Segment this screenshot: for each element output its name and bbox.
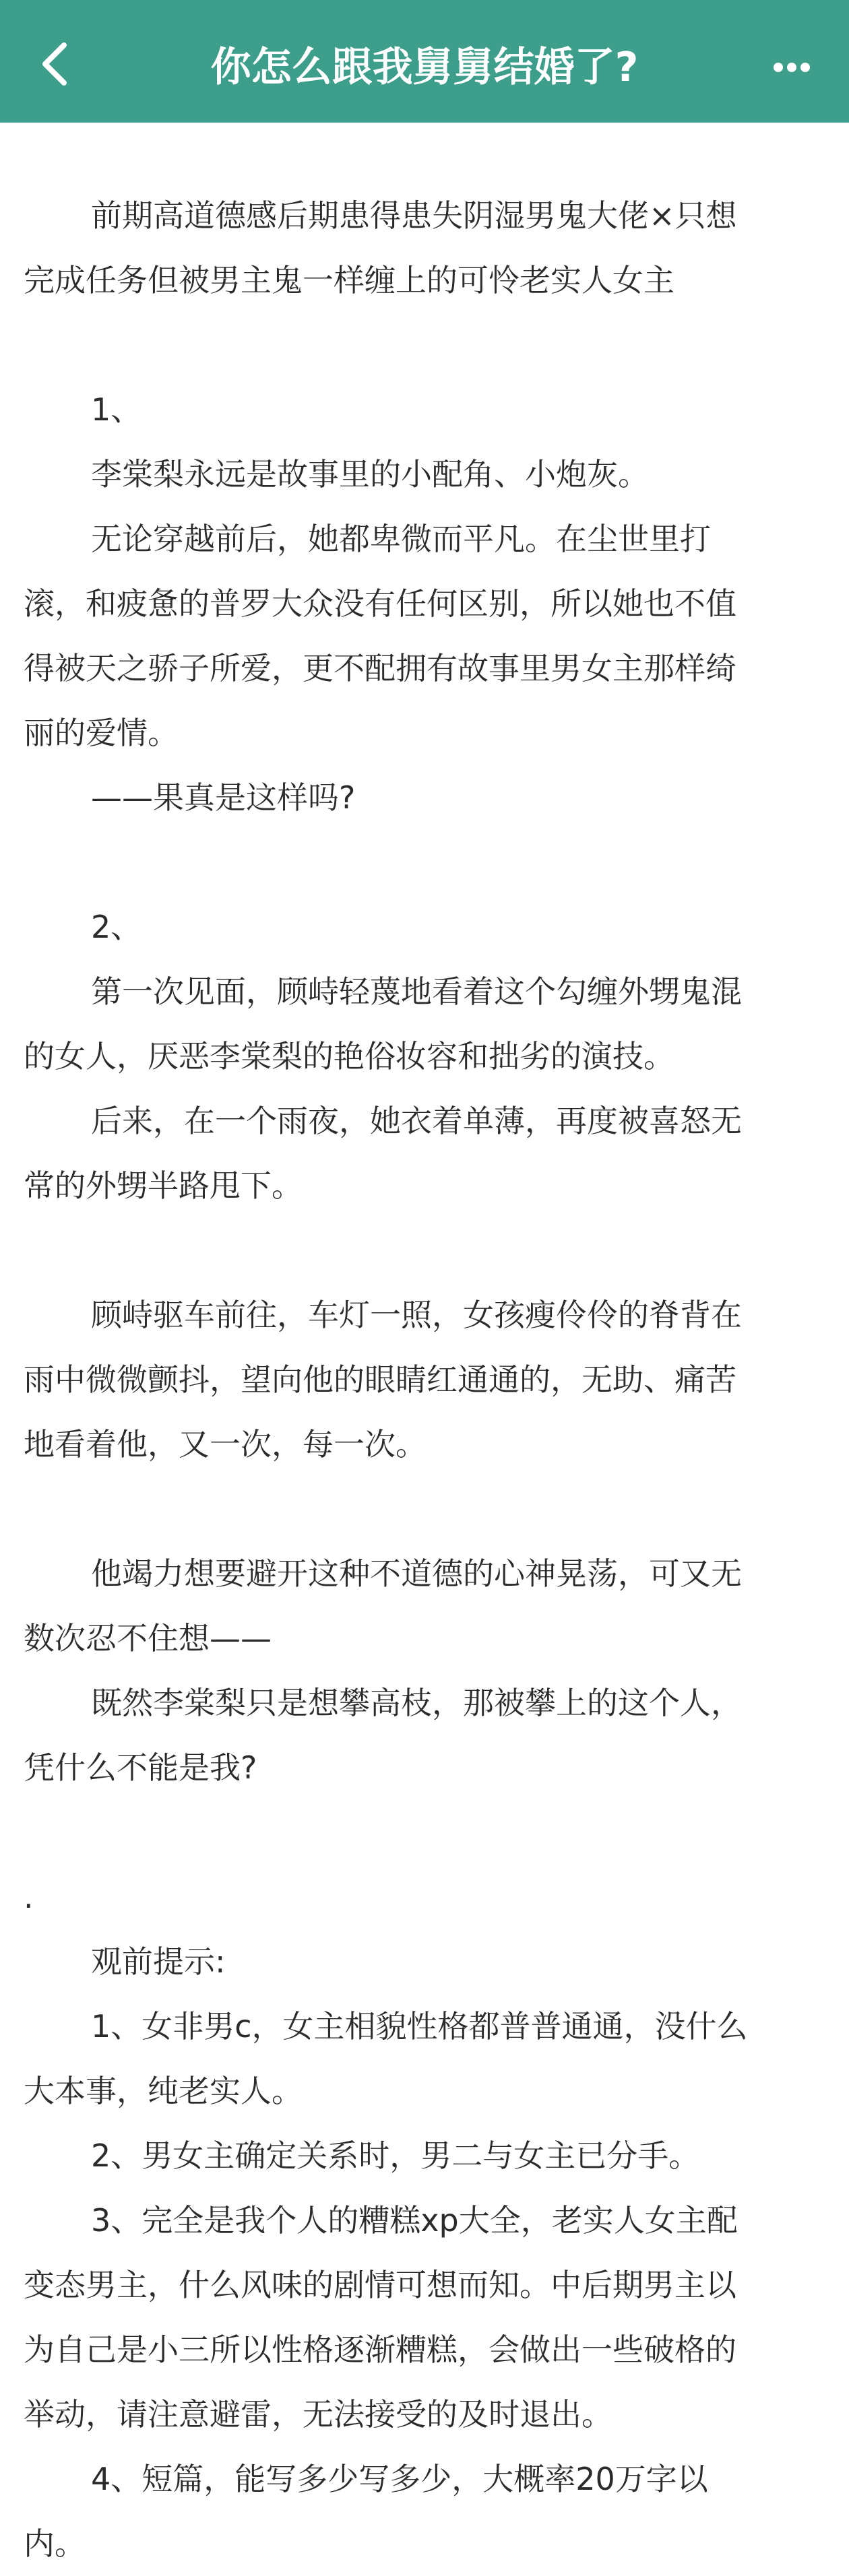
article-line: 观前提示: bbox=[91, 1943, 226, 1980]
article-line: 李棠梨永远是故事里的小配角、小炮灰。 bbox=[91, 456, 649, 492]
article-line: 1、 bbox=[91, 391, 142, 428]
article-line: 完成任务但被男主鬼一样缠上的可怜老实人女主 bbox=[24, 262, 674, 298]
article-line: 2、男女主确定关系时，男二与女主已分手。 bbox=[91, 2137, 700, 2174]
article-line: 前期高道德感后期患得患失阴湿男鬼大佬×只想 bbox=[91, 197, 737, 234]
article-line bbox=[24, 830, 825, 895]
article-line: 2、 bbox=[91, 909, 142, 945]
article-line: 他竭力想要避开这种不道德的心神晃荡，可又无 bbox=[91, 1555, 742, 1592]
article-line: 内。 bbox=[24, 2525, 86, 2562]
article-line: 丽的爱情。 bbox=[24, 715, 179, 751]
more-horizontal-icon bbox=[761, 37, 822, 98]
article-line: 顾峙驱车前往，车灯一照，女孩瘦伶伶的脊背在 bbox=[91, 1297, 742, 1333]
article-line: 为自己是小三所以性格逐渐糟糕，会做出一些破格的 bbox=[24, 2331, 736, 2368]
article-line: . bbox=[24, 1879, 34, 1915]
article-line bbox=[24, 1477, 825, 1541]
article-line bbox=[24, 1218, 825, 1283]
article-line: 既然李棠梨只是想攀高枝，那被攀上的这个人， bbox=[91, 1685, 742, 1721]
article-line: 凭什么不能是我? bbox=[24, 1749, 257, 1786]
article-line bbox=[24, 313, 825, 377]
page-title: 你怎么跟我舅舅结婚了? bbox=[210, 44, 639, 91]
article-line: 3、完全是我个人的糟糕xp大全，老实人女主配 bbox=[91, 2202, 738, 2239]
article-line: 后来，在一个雨夜，她衣着单薄，再度被喜怒无 bbox=[91, 1103, 742, 1139]
article-line: 4、短篇，能写多少写多少，大概率20万字以 bbox=[91, 2461, 708, 2497]
article-line: 变态男主，什么风味的剧情可想而知。中后期男主以 bbox=[24, 2267, 736, 2303]
article-line bbox=[24, 1800, 825, 1865]
article-line: 无论穿越前后，她都卑微而平凡。在尘世里打 bbox=[91, 521, 711, 557]
article-line: 的女人，厌恶李棠梨的艳俗妆容和拙劣的演技。 bbox=[24, 1038, 674, 1074]
article-line: 雨中微微颤抖，望向他的眼睛红通通的，无助、痛苦 bbox=[24, 1361, 736, 1398]
article-line: 得被天之骄子所爱，更不配拥有故事里男女主那样绮 bbox=[24, 650, 736, 686]
back-button[interactable] bbox=[27, 34, 88, 94]
article-line: 大本事，纯老实人。 bbox=[24, 2073, 303, 2109]
top-bar bbox=[0, 0, 849, 123]
article-body bbox=[24, 183, 825, 2576]
article-line: 常的外甥半路甩下。 bbox=[24, 1167, 303, 1204]
article-line: 第一次见面，顾峙轻蔑地看着这个勾缠外甥鬼混 bbox=[91, 973, 742, 1010]
article-line: 地看着他，又一次，每一次。 bbox=[24, 1426, 427, 1462]
article-line: 滚，和疲惫的普罗大众没有任何区别，所以她也不值 bbox=[24, 585, 736, 622]
article-line: ——果真是这样吗? bbox=[91, 779, 356, 816]
article-line: 1、女非男c，女主相貌性格都普普通通，没什么 bbox=[91, 2008, 748, 2044]
more-button[interactable] bbox=[761, 37, 822, 98]
article-line: 举动，请注意避雷，无法接受的及时退出。 bbox=[24, 2396, 612, 2433]
article-line: 数次忍不住想—— bbox=[24, 1620, 272, 1656]
chevron-left-icon bbox=[27, 34, 88, 94]
